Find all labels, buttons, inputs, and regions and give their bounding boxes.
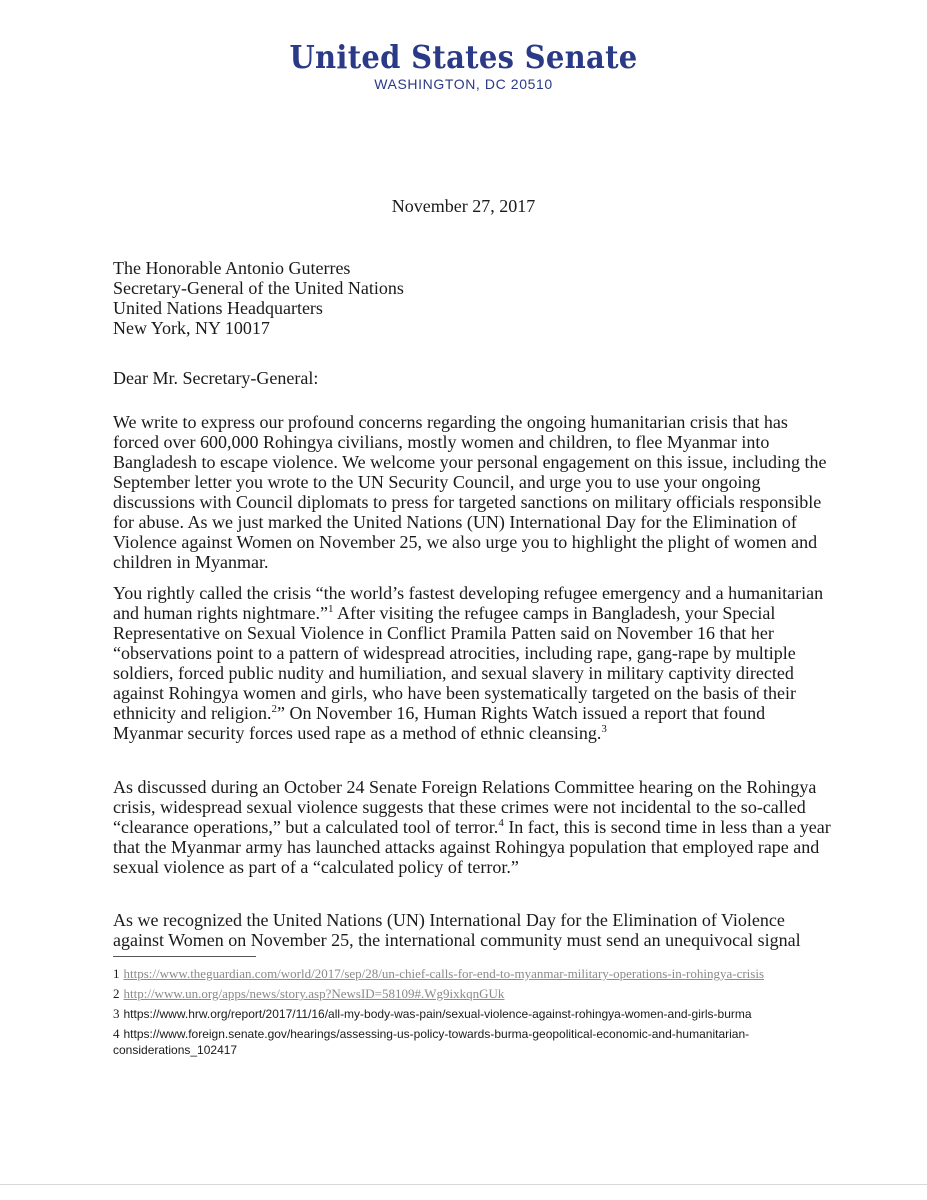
paragraph-4: As we recognized the United Nations (UN) International Day for the Elimination of Violence against Women on November 25, the international community must send an unequivocal signal xyxy=(113,910,801,950)
footnotes xyxy=(113,966,833,1062)
paragraph-3-end: In fact, this is second time in less than a year that the Myanmar army has launched attacks against Rohingya population that employed rape and sexual violence as part of a “calculated policy of terror.” xyxy=(113,817,831,877)
paragraph-3-start: As discussed during an October 24 Senate Foreign Relations Committee hearing on the Rohingya crisis, widespread sexual violence suggests that these crimes were not incidental to the so-called “clearance operations,” but a calculated tool of terror. xyxy=(113,777,817,837)
paragraph-2-body: After visiting the refugee camps in Bangladesh, your Special Representative on Sexual Violence in Conflict Pramila Patten said on November 16 that her “observations point to a pattern of widespread atrocities, including rape, gang-rape by multiple soldiers, forced public nudity and humiliation, and sexual slavery in military captivity directed against Rohingya women and girls, who have been systematically targeted on the basis of their ethnicity and religion. xyxy=(113,603,796,723)
page-bottom-edge xyxy=(0,1184,927,1185)
footnote-2 xyxy=(113,986,833,1002)
footnote-number: 3 xyxy=(113,1006,120,1021)
recipient-name: The Honorable Antonio Guterres xyxy=(113,258,351,278)
paragraph-2-end: ” On November 16, Human Rights Watch issued a report that found Myanmar security forces used rape as a method of ethnic cleansing. xyxy=(113,703,766,743)
salutation: Dear Mr. Secretary-General: xyxy=(113,368,319,388)
footnote-number: 1 xyxy=(113,966,120,981)
footnote-mark-2[interactable]: 2 xyxy=(271,703,277,715)
letterhead xyxy=(0,40,927,92)
footnote-mark-4[interactable]: 4 xyxy=(498,817,504,829)
footnote-divider xyxy=(113,956,256,957)
footnote-link[interactable]: https://www.theguardian.com/world/2017/sep/28/un-chief-calls-for-end-to-myanmar-military-operations-in-rohingya-crisis xyxy=(123,966,765,981)
footnote-text: https://www.foreign.senate.gov/hearings/assessing-us-policy-towards-burma-geopolitical-economic-and-humanitarian-considerations_102417 xyxy=(113,1027,750,1057)
paragraph-1: We write to express our profound concerns regarding the ongoing humanitarian crisis that has forced over 600,000 Rohingya civilians, mostly women and children, to flee Myanmar into Bangladesh to escape violence. We welcome your personal engagement on this issue, including the September letter you wrote to the UN Security Council, and urge you to use your ongoing discussions with Council diplomats to press for targeted sanctions on military officials responsible for abuse. As we just marked the United Nations (UN) International Day for the Elimination of Violence against Women on November 25, we also urge you to highlight the plight of women and children in Myanmar. xyxy=(113,412,827,572)
recipient-title: Secretary-General of the United Nations xyxy=(113,278,404,298)
paragraph-2 xyxy=(113,583,833,743)
footnote-4 xyxy=(113,1026,833,1058)
recipient-org: United Nations Headquarters xyxy=(113,298,323,318)
footnote-number: 4 xyxy=(113,1026,120,1041)
paragraph-3 xyxy=(113,777,833,877)
footnote-1 xyxy=(113,966,833,982)
footnote-text: https://www.hrw.org/report/2017/11/16/all-my-body-was-pain/sexual-violence-against-rohingya-women-and-girls-burma xyxy=(123,1007,752,1021)
senate-title: United States Senate xyxy=(289,38,638,76)
senate-address: WASHINGTON, DC 20510 xyxy=(374,76,553,92)
footnote-number: 2 xyxy=(113,986,120,1001)
recipient-address xyxy=(113,258,833,338)
footnote-mark-1[interactable]: 1 xyxy=(327,603,334,615)
footnote-link[interactable]: http://www.un.org/apps/news/story.asp?NewsID=58109#.Wg9ixkqnGUk xyxy=(123,986,505,1001)
footnote-mark-3[interactable]: 3 xyxy=(601,723,607,735)
paragraph-2-quote: You rightly called the crisis “the world’s fastest developing refugee emergency and a humanitarian and human rights nightmare.” xyxy=(113,583,824,623)
recipient-city: New York, NY 10017 xyxy=(113,318,270,338)
footnote-3 xyxy=(113,1006,833,1022)
letter-date: November 27, 2017 xyxy=(391,196,536,216)
